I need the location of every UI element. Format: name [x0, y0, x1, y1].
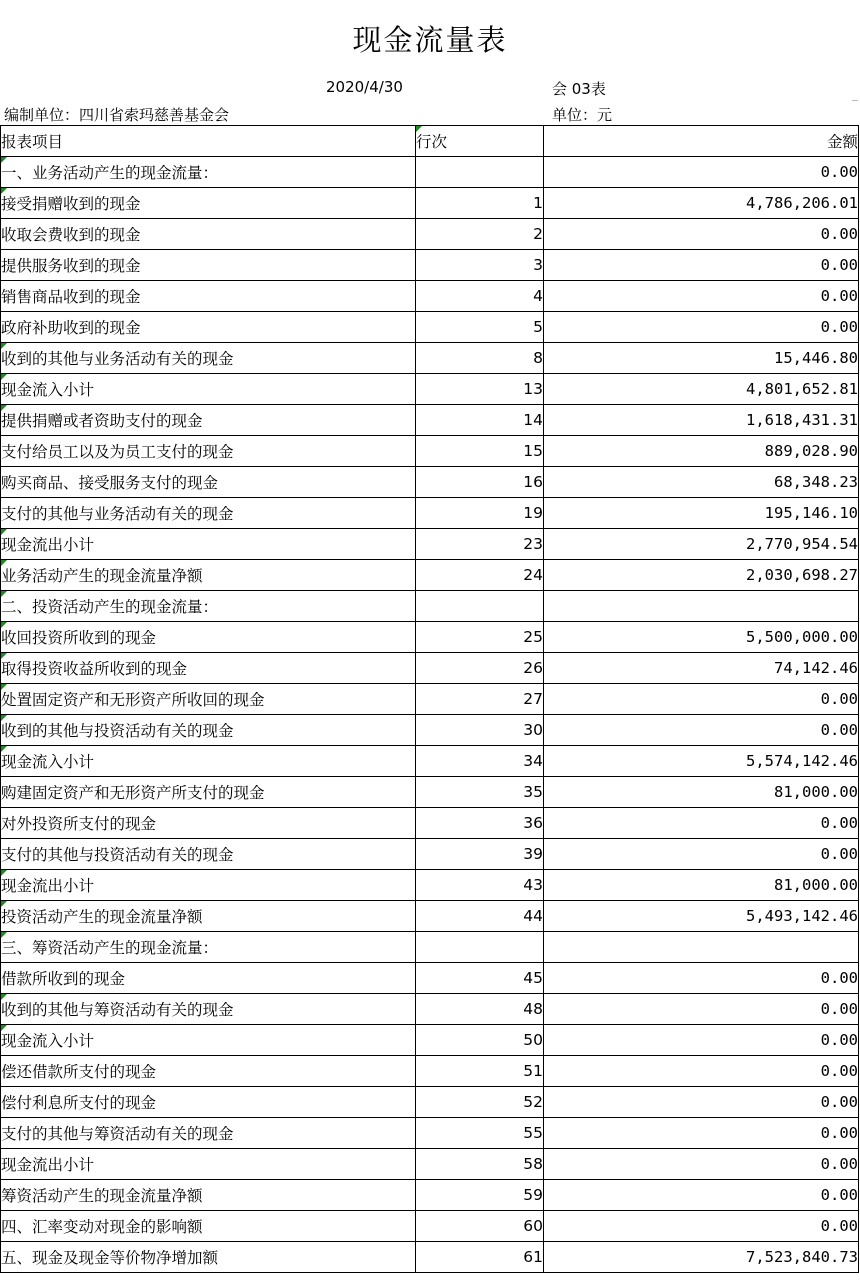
row-line-number: 51: [416, 1056, 544, 1087]
row-item-label: 对外投资所支付的现金: [1, 808, 416, 839]
row-line-number: 55: [416, 1118, 544, 1149]
row-amount: 2,770,954.54: [544, 529, 859, 560]
row-amount: 15,446.80: [544, 343, 859, 374]
row-item-label: 收到的其他与筹资活动有关的现金: [1, 994, 416, 1025]
row-amount: 0.00: [544, 1087, 859, 1118]
row-amount: 81,000.00: [544, 870, 859, 901]
row-amount: 5,500,000.00: [544, 622, 859, 653]
row-line-number: 25: [416, 622, 544, 653]
row-amount: 889,028.90: [544, 436, 859, 467]
row-amount: 4,786,206.01: [544, 188, 859, 219]
row-item-label: 支付的其他与投资活动有关的现金: [1, 839, 416, 870]
row-amount: 81,000.00: [544, 777, 859, 808]
row-item-label: 收到的其他与业务活动有关的现金: [1, 343, 416, 374]
row-item-label: 提供服务收到的现金: [1, 250, 416, 281]
table-row: [1, 250, 859, 281]
table-row: [1, 529, 859, 560]
row-line-number: [416, 591, 544, 622]
row-item-label: 现金流出小计: [1, 1149, 416, 1180]
table-header-row: [1, 126, 859, 157]
row-amount: 0.00: [544, 715, 859, 746]
table-row: [1, 1087, 859, 1118]
row-line-number: 50: [416, 1025, 544, 1056]
table-row: [1, 1149, 859, 1180]
table-row: [1, 684, 859, 715]
row-amount: [544, 591, 859, 622]
row-line-number: 52: [416, 1087, 544, 1118]
report-date: 2020/4/30: [326, 78, 403, 96]
table-row: [1, 281, 859, 312]
table-row: [1, 746, 859, 777]
table-row: [1, 777, 859, 808]
row-line-number: 8: [416, 343, 544, 374]
row-amount: 0.00: [544, 312, 859, 343]
row-line-number: 3: [416, 250, 544, 281]
table-row: [1, 498, 859, 529]
row-item-label: 政府补助收到的现金: [1, 312, 416, 343]
row-amount: 0.00: [544, 1118, 859, 1149]
row-amount: 0.00: [544, 1211, 859, 1242]
row-amount: 0.00: [544, 219, 859, 250]
table-row: [1, 405, 859, 436]
page-title: 现金流量表: [352, 23, 508, 57]
preparing-organization: 编制单位：四川省索玛慈善基金会: [4, 106, 230, 124]
row-amount: 0.00: [544, 250, 859, 281]
row-item-label: 收回投资所收到的现金: [1, 622, 416, 653]
row-amount: 0.00: [544, 281, 859, 312]
row-item-label: 提供捐赠或者资助支付的现金: [1, 405, 416, 436]
row-item-label: 处置固定资产和无形资产所收回的现金: [1, 684, 416, 715]
row-amount: 68,348.23: [544, 467, 859, 498]
row-line-number: 1: [416, 188, 544, 219]
row-item-label: 现金流出小计: [1, 870, 416, 901]
row-line-number: 16: [416, 467, 544, 498]
table-row: [1, 932, 859, 963]
row-line-number: 30: [416, 715, 544, 746]
table-row: [1, 808, 859, 839]
row-item-label: 一、业务活动产生的现金流量：: [1, 157, 416, 188]
row-item-label: 取得投资收益所收到的现金: [1, 653, 416, 684]
row-item-label: 业务活动产生的现金流量净额: [1, 560, 416, 591]
table-row: [1, 591, 859, 622]
row-line-number: 26: [416, 653, 544, 684]
row-item-label: 借款所收到的现金: [1, 963, 416, 994]
row-amount: 5,574,142.46: [544, 746, 859, 777]
table-row: [1, 219, 859, 250]
row-item-label: 支付的其他与筹资活动有关的现金: [1, 1118, 416, 1149]
header-line-no: 行次: [416, 126, 544, 157]
table-row: [1, 1242, 859, 1273]
row-amount: 0.00: [544, 157, 859, 188]
row-item-label: 二、投资活动产生的现金流量：: [1, 591, 416, 622]
row-amount: 5,493,142.46: [544, 901, 859, 932]
row-line-number: 58: [416, 1149, 544, 1180]
row-line-number: 23: [416, 529, 544, 560]
table-row: [1, 870, 859, 901]
row-amount: 0.00: [544, 1180, 859, 1211]
table-row: [1, 901, 859, 932]
row-line-number: [416, 157, 544, 188]
table-row: [1, 1056, 859, 1087]
row-item-label: 支付给员工以及为员工支付的现金: [1, 436, 416, 467]
row-item-label: 五、现金及现金等价物净增加额: [1, 1242, 416, 1273]
row-item-label: 接受捐赠收到的现金: [1, 188, 416, 219]
row-item-label: 投资活动产生的现金流量净额: [1, 901, 416, 932]
row-item-label: 现金流出小计: [1, 529, 416, 560]
row-line-number: 36: [416, 808, 544, 839]
row-amount: 0.00: [544, 963, 859, 994]
row-line-number: [416, 932, 544, 963]
row-amount: 7,523,840.73: [544, 1242, 859, 1273]
row-amount: 0.00: [544, 994, 859, 1025]
form-code: 会 03表: [552, 80, 606, 98]
row-item-label: 收到的其他与投资活动有关的现金: [1, 715, 416, 746]
row-amount: 0.00: [544, 839, 859, 870]
row-line-number: 45: [416, 963, 544, 994]
row-amount: 4,801,652.81: [544, 374, 859, 405]
row-line-number: 19: [416, 498, 544, 529]
table-row: [1, 343, 859, 374]
row-item-label: 现金流入小计: [1, 746, 416, 777]
row-amount: 0.00: [544, 684, 859, 715]
table-row: [1, 994, 859, 1025]
row-item-label: 三、筹资活动产生的现金流量：: [1, 932, 416, 963]
row-line-number: 44: [416, 901, 544, 932]
row-amount: [544, 932, 859, 963]
row-item-label: 筹资活动产生的现金流量净额: [1, 1180, 416, 1211]
table-row: [1, 560, 859, 591]
currency-unit: 单位：元: [552, 106, 613, 124]
row-item-label: 偿还借款所支付的现金: [1, 1056, 416, 1087]
row-line-number: 14: [416, 405, 544, 436]
table-row: [1, 157, 859, 188]
row-item-label: 四、汇率变动对现金的影响额: [1, 1211, 416, 1242]
row-line-number: 27: [416, 684, 544, 715]
table-row: [1, 436, 859, 467]
row-amount: 0.00: [544, 1056, 859, 1087]
row-line-number: 59: [416, 1180, 544, 1211]
row-line-number: 35: [416, 777, 544, 808]
row-line-number: 15: [416, 436, 544, 467]
header-amount: 金额: [544, 126, 859, 157]
cash-flow-table: [0, 125, 859, 1273]
row-line-number: 48: [416, 994, 544, 1025]
table-row: [1, 1211, 859, 1242]
row-line-number: 43: [416, 870, 544, 901]
row-item-label: 购建固定资产和无形资产所支付的现金: [1, 777, 416, 808]
row-amount: 0.00: [544, 1149, 859, 1180]
table-row: [1, 1180, 859, 1211]
row-amount: 0.00: [544, 808, 859, 839]
table-row: [1, 374, 859, 405]
table-row: [1, 653, 859, 684]
row-line-number: 61: [416, 1242, 544, 1273]
table-row: [1, 622, 859, 653]
table-row: [1, 963, 859, 994]
row-item-label: 现金流入小计: [1, 1025, 416, 1056]
row-amount: 2,030,698.27: [544, 560, 859, 591]
row-line-number: 34: [416, 746, 544, 777]
row-line-number: 5: [416, 312, 544, 343]
row-line-number: 2: [416, 219, 544, 250]
row-item-label: 现金流入小计: [1, 374, 416, 405]
row-line-number: 13: [416, 374, 544, 405]
row-item-label: 收取会费收到的现金: [1, 219, 416, 250]
table-row: [1, 715, 859, 746]
row-line-number: 60: [416, 1211, 544, 1242]
table-row: [1, 1025, 859, 1056]
table-row: [1, 839, 859, 870]
row-item-label: 支付的其他与业务活动有关的现金: [1, 498, 416, 529]
header-item: 报表项目: [1, 126, 416, 157]
table-row: [1, 467, 859, 498]
table-row: [1, 1118, 859, 1149]
row-item-label: 销售商品收到的现金: [1, 281, 416, 312]
row-amount: 1,618,431.31: [544, 405, 859, 436]
row-amount: 0.00: [544, 1025, 859, 1056]
row-line-number: 24: [416, 560, 544, 591]
row-line-number: 39: [416, 839, 544, 870]
row-amount: 195,146.10: [544, 498, 859, 529]
row-item-label: 购买商品、接受服务支付的现金: [1, 467, 416, 498]
edge-tick-mark: [852, 100, 858, 101]
row-item-label: 偿付利息所支付的现金: [1, 1087, 416, 1118]
table-row: [1, 312, 859, 343]
table-row: [1, 188, 859, 219]
row-line-number: 4: [416, 281, 544, 312]
row-amount: 74,142.46: [544, 653, 859, 684]
